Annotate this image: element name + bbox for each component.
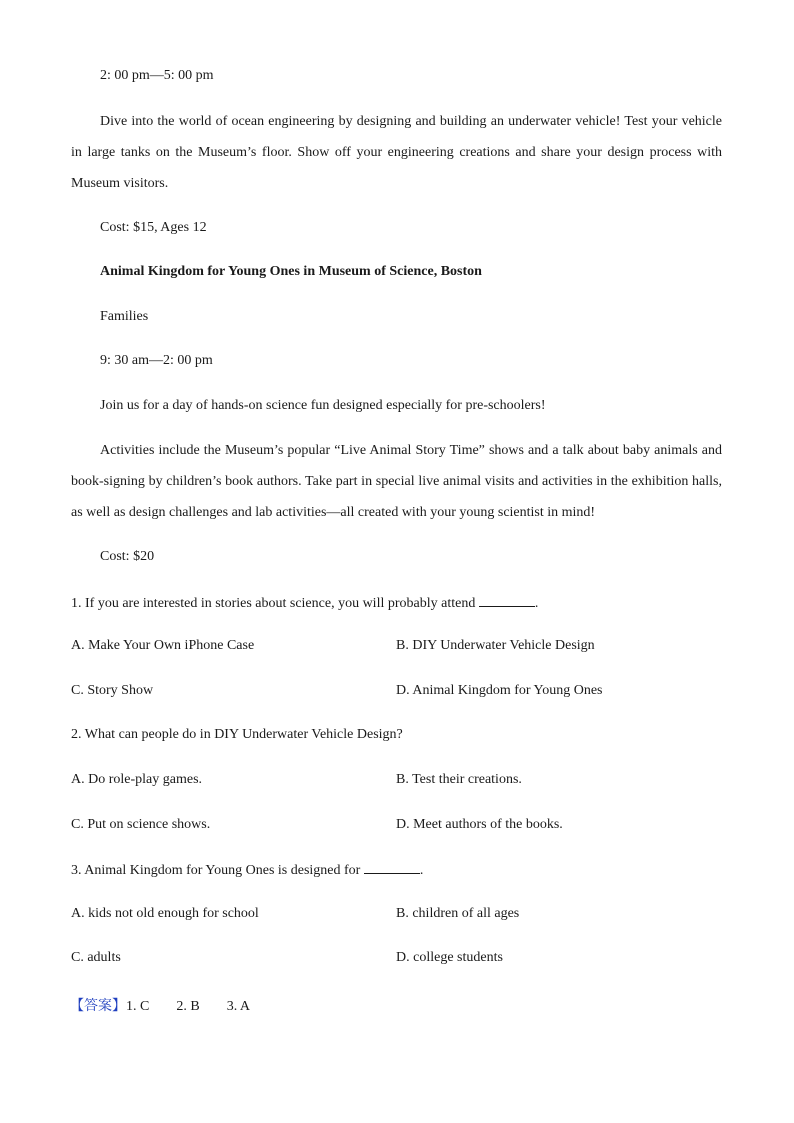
- question-2-stem: 2. What can people do in DIY Underwater Vehicle Design?: [71, 727, 403, 742]
- question-3-option-d: D. college students: [396, 950, 503, 965]
- answer-key: [70, 995, 250, 1015]
- event-cost: Cost: $20: [100, 549, 155, 564]
- answer-blank: [364, 861, 420, 874]
- question-3-option-a: A. kids not old enough for school: [71, 906, 259, 921]
- question-1-option-b: B. DIY Underwater Vehicle Design: [396, 638, 595, 653]
- answer-item-2: 2. B: [176, 999, 200, 1014]
- event-audience: Families: [100, 309, 149, 324]
- event-intro: Join us for a day of hands-on science fun designed especially for pre-schoolers!: [100, 398, 546, 413]
- event-activities: Activities include the Museum’s popular “Live Animal Story Time” shows and a talk about baby animals and book-signing by children’s book authors. Take part in special live animal visits and activities in the exhibition halls, as well as design challenges and lab activities—all created with your young scientist in mind!: [71, 443, 722, 520]
- question-2-option-d: D. Meet authors of the books.: [396, 817, 563, 832]
- answer-blank: [479, 594, 535, 607]
- question-3-option-b: B. children of all ages: [396, 906, 520, 921]
- session-cost: Cost: $15, Ages 12: [100, 220, 207, 235]
- question-2-option-c: C. Put on science shows.: [71, 817, 211, 832]
- question-2-option-a: A. Do role-play games.: [71, 772, 203, 787]
- session-description: Dive into the world of ocean engineering by designing and building an underwater vehicle! Test your vehicle in large tanks on the Museum’s floor. Show off your engineering creations and share your design process with Museum visitors.: [71, 114, 722, 191]
- question-3-option-c: C. adults: [71, 950, 121, 965]
- question-3-stem: 3. Animal Kingdom for Young Ones is designed for .: [71, 863, 424, 878]
- question-2-option-b: B. Test their creations.: [396, 772, 522, 787]
- session-time: 2: 00 pm—5: 00 pm: [100, 68, 214, 83]
- question-1-option-d: D. Animal Kingdom for Young Ones: [396, 683, 603, 698]
- answer-item-3: 3. A: [226, 999, 251, 1014]
- event-time: 9: 30 am—2: 00 pm: [100, 353, 213, 368]
- event-title: Animal Kingdom for Young Ones in Museum of Science, Boston: [100, 264, 482, 279]
- question-1-option-c: C. Story Show: [71, 683, 154, 698]
- answer-tag: 【答案】: [70, 999, 126, 1014]
- question-1-stem: 1. If you are interested in stories about science, you will probably attend .: [71, 596, 539, 611]
- question-1-option-a: A. Make Your Own iPhone Case: [71, 638, 255, 653]
- answer-item-1: 1. C: [126, 999, 150, 1014]
